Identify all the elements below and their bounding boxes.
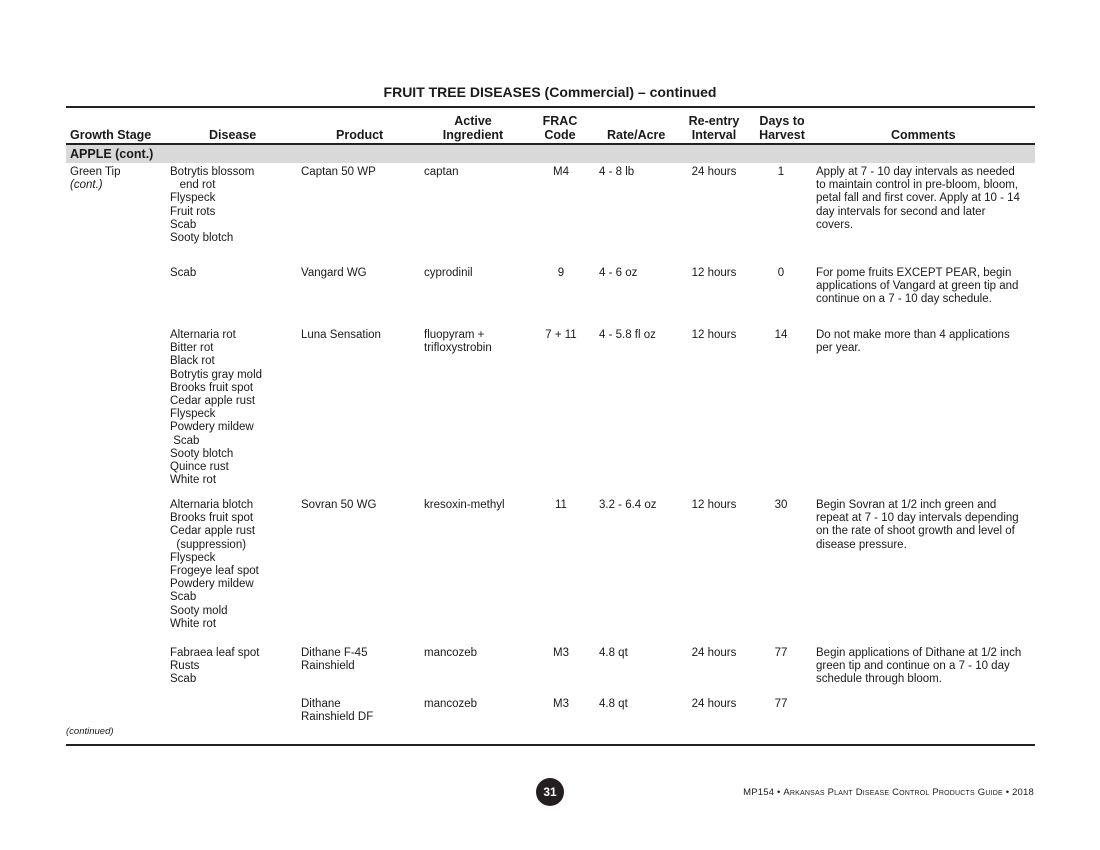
growth-stage-note: (cont.) — [70, 179, 103, 191]
active-ingredient-line: fluopyram + — [424, 329, 485, 341]
reentry-interval — [680, 698, 748, 711]
frac-code-line: 9 — [557, 267, 565, 279]
disease-list-line: (suppression) — [170, 538, 247, 551]
reentry-interval-line: 12 hours — [691, 267, 737, 279]
days-to-harvest — [752, 499, 810, 512]
comments — [816, 499, 1019, 552]
product-name — [301, 166, 376, 179]
disease-list-line: Brooks fruit spot — [170, 512, 254, 525]
comments-line: repeat at 7 - 10 day intervals depending — [816, 512, 1019, 525]
reentry-interval — [680, 166, 748, 179]
active-ingredient — [424, 166, 459, 179]
frac-code — [530, 267, 592, 280]
comments-line: Begin Sovran at 1/2 inch green and — [816, 499, 997, 511]
rate-per-acre-line: 4.8 qt — [599, 698, 628, 710]
comments — [816, 166, 1020, 232]
comments-line: For pome fruits EXCEPT PEAR, begin — [816, 267, 1012, 279]
disease-list-line: White rot — [170, 474, 217, 487]
comments-line: covers. — [816, 218, 854, 231]
header-comments: Comments — [891, 128, 956, 142]
reentry-interval — [680, 647, 748, 660]
active-ingredient-line: mancozeb — [424, 698, 478, 710]
comments-line: per year. — [816, 342, 861, 355]
header-frac-line1: FRAC — [542, 114, 578, 128]
product-name — [301, 267, 367, 280]
frac-code-line: 7 + 11 — [545, 329, 577, 341]
product-name-line: Sovran 50 WG — [301, 499, 377, 511]
rate-per-acre — [599, 166, 634, 179]
reentry-interval — [680, 499, 748, 512]
continued-note: (continued) — [66, 726, 114, 737]
rate-per-acre-line: 4.8 qt — [599, 647, 628, 659]
disease-list-line: Botrytis blossom — [170, 166, 255, 178]
comments — [816, 329, 1010, 355]
reentry-interval-line: 24 hours — [691, 698, 737, 710]
frac-code-line: M4 — [553, 166, 569, 178]
reentry-interval-line: 12 hours — [691, 329, 737, 341]
frac-code-line: M3 — [553, 698, 569, 710]
disease-list-line: White rot — [170, 617, 217, 630]
disease-list-line: Fruit rots — [170, 205, 216, 218]
days-to-harvest-line: 77 — [774, 698, 788, 710]
disease-list-line: Scab — [170, 267, 197, 279]
reentry-interval — [680, 329, 748, 342]
header-days-line2: Harvest — [759, 128, 805, 142]
page-number: 31 — [543, 785, 557, 799]
disease-list-line: Black rot — [170, 355, 215, 368]
reentry-interval — [680, 267, 748, 280]
product-name-line: Luna Sensation — [301, 329, 381, 341]
page-number-badge — [536, 778, 564, 806]
disease-list-line: end rot — [170, 179, 216, 192]
growth-stage-name: Green Tip — [70, 166, 121, 178]
product-name — [301, 329, 381, 342]
header-reentry-line2: Interval — [691, 128, 737, 142]
product-name — [301, 499, 376, 512]
active-ingredient — [424, 329, 492, 355]
disease-list-line: Flyspeck — [170, 551, 216, 564]
rate-per-acre — [599, 647, 628, 660]
disease-list-line: Quince rust — [170, 461, 229, 474]
disease-list-line: Powdery mildew — [170, 578, 254, 591]
disease-list-line: Flyspeck — [170, 408, 216, 421]
header-disease: Disease — [209, 128, 257, 142]
rate-per-acre — [599, 698, 628, 711]
footer — [743, 787, 1034, 798]
disease-list-line: Flyspeck — [170, 192, 216, 205]
days-to-harvest-line: 14 — [774, 329, 788, 341]
disease-list — [170, 267, 196, 280]
days-to-harvest-line: 30 — [774, 499, 788, 511]
disease-list-line: Scab — [170, 434, 200, 447]
comments-line: green tip and continue on a 7 - 10 day — [816, 660, 1010, 673]
comments-line: applications of Vangard at green tip and — [816, 280, 1019, 293]
disease-list-line: Rusts — [170, 660, 200, 673]
comments — [816, 267, 1018, 307]
section-bar — [66, 145, 1035, 163]
header-growth-stage: Growth Stage — [70, 128, 152, 142]
disease-list — [170, 499, 259, 631]
reentry-interval-line: 24 hours — [691, 647, 737, 659]
rate-per-acre-line: 3.2 - 6.4 oz — [599, 499, 657, 511]
disease-list — [170, 329, 262, 487]
disease-list-line: Brooks fruit spot — [170, 381, 254, 394]
active-ingredient-line: mancozeb — [424, 647, 478, 659]
header-frac-line2: Code — [544, 128, 576, 142]
rate-per-acre-line: 4 - 6 oz — [599, 267, 638, 279]
footer-series: Arkansas Plant Disease Control Products Guide — [783, 787, 1003, 798]
product-name-line: Vangard WG — [301, 267, 367, 279]
disease-list-line: Scab — [170, 218, 197, 231]
disease-list-line: Bitter rot — [170, 342, 214, 355]
disease-list-line: Sooty mold — [170, 604, 228, 617]
rate-per-acre-line: 4 - 8 lb — [599, 166, 635, 178]
reentry-interval-line: 24 hours — [691, 166, 737, 178]
header-active-line1: Active — [454, 114, 492, 128]
disease-list-line: Cedar apple rust — [170, 395, 256, 408]
product-name-line: Dithane F-45 — [301, 647, 368, 659]
days-to-harvest-line: 0 — [777, 267, 785, 279]
disease-list-line: Cedar apple rust — [170, 525, 256, 538]
header-product: Product — [336, 128, 384, 142]
disease-list-line: Frogeye leaf spot — [170, 565, 259, 578]
comments-line: Begin applications of Dithane at 1/2 inch — [816, 647, 1022, 659]
section-title: APPLE (cont.) — [70, 147, 154, 161]
days-to-harvest — [752, 329, 810, 342]
product-name-line: Dithane — [301, 698, 341, 710]
active-ingredient-line: trifloxystrobin — [424, 342, 492, 355]
table-end-rule — [66, 744, 1035, 746]
comments-line: Apply at 7 - 10 day intervals as needed — [816, 166, 1015, 178]
comments-line: on the rate of shoot growth and level of — [816, 525, 1015, 538]
days-to-harvest-line: 77 — [774, 647, 788, 659]
frac-code-line: M3 — [553, 647, 569, 659]
disease-list-line: Scab — [170, 591, 197, 604]
comments-line: petal fall and first cover. Apply at 10 - 14 — [816, 192, 1020, 205]
active-ingredient-line: cyprodinil — [424, 267, 473, 279]
header-reentry-line1: Re-entry — [688, 114, 740, 128]
frac-code — [530, 329, 592, 342]
header-days-line1: Days to — [759, 114, 805, 128]
product-name — [301, 647, 367, 673]
rate-per-acre — [599, 499, 657, 512]
days-to-harvest — [752, 267, 810, 280]
disease-list-line: Fabraea leaf spot — [170, 647, 260, 659]
active-ingredient-line: captan — [424, 166, 459, 178]
reentry-interval-line: 12 hours — [691, 499, 737, 511]
disease-list-line: Scab — [170, 673, 197, 686]
disease-list-line: Sooty blotch — [170, 447, 234, 460]
product-name-line: Captan 50 WP — [301, 166, 376, 178]
header-top-rule — [66, 106, 1035, 108]
product-name — [301, 698, 373, 724]
rate-per-acre — [599, 267, 637, 280]
page-title: FRUIT TREE DISEASES (Commercial) – continued — [383, 84, 717, 100]
disease-list-line: Alternaria blotch — [170, 499, 254, 511]
active-ingredient-line: kresoxin-methyl — [424, 499, 505, 511]
header-rate: Rate/Acre — [607, 128, 666, 142]
comments-line: disease pressure. — [816, 538, 907, 551]
frac-code — [530, 166, 592, 179]
product-name-line: Rainshield — [301, 660, 355, 673]
header-active-ingredient — [428, 114, 518, 142]
comments — [816, 647, 1021, 687]
days-to-harvest — [752, 166, 810, 179]
comments-line: continue on a 7 - 10 day schedule. — [816, 293, 992, 306]
header-frac-code — [530, 114, 590, 142]
disease-list — [170, 166, 254, 245]
days-to-harvest — [752, 647, 810, 660]
comments-line: day intervals for second and later — [816, 205, 986, 218]
header-days-to-harvest — [752, 114, 812, 142]
disease-list-line: Sooty blotch — [170, 232, 234, 245]
frac-code — [530, 698, 592, 711]
header-active-line2: Ingredient — [442, 128, 504, 142]
active-ingredient — [424, 499, 505, 512]
disease-list-line: Powdery mildew — [170, 421, 254, 434]
active-ingredient — [424, 267, 473, 280]
comments-line: to maintain control in pre-bloom, bloom, — [816, 179, 1018, 192]
footer-prefix: MP154 • — [743, 787, 784, 798]
frac-code-line: 11 — [555, 499, 567, 511]
active-ingredient — [424, 647, 477, 660]
frac-code — [530, 499, 592, 512]
active-ingredient — [424, 698, 477, 711]
header-reentry-interval — [680, 114, 748, 142]
disease-list — [170, 647, 260, 687]
frac-code — [530, 647, 592, 660]
footer-suffix: • 2018 — [1002, 787, 1034, 798]
disease-list-line: Botrytis gray mold — [170, 368, 263, 381]
product-name-line: Rainshield DF — [301, 711, 374, 724]
comments-line: schedule through bloom. — [816, 673, 942, 686]
comments-line: Do not make more than 4 applications — [816, 329, 1010, 341]
disease-list-line: Alternaria rot — [170, 329, 236, 341]
rate-per-acre — [599, 329, 656, 342]
rate-per-acre-line: 4 - 5.8 fl oz — [599, 329, 656, 341]
days-to-harvest — [752, 698, 810, 711]
days-to-harvest-line: 1 — [777, 166, 785, 178]
